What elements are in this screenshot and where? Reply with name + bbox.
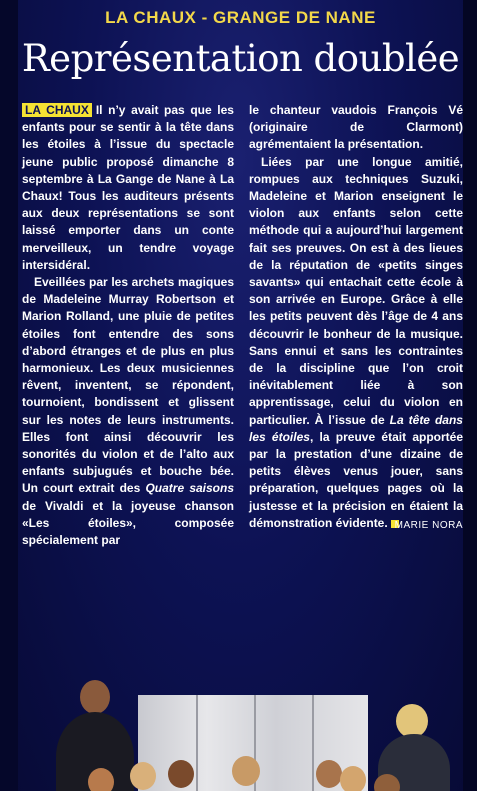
- teacher-left-head: [80, 680, 110, 714]
- child-head: [316, 760, 342, 788]
- left-margin-strip: [0, 0, 18, 791]
- paragraph-musicians: [22, 274, 234, 549]
- place-tag: LA CHAUX: [22, 103, 92, 117]
- article-photo: [18, 600, 463, 791]
- paragraph-suzuki: [249, 154, 463, 532]
- paragraph-suzuki-text-b: , la preuve était apportée par la prestation d’une dizaine de petits élèves venus jouer, sans préparation, quelques pages où la justesse et la précision en étaient la démonstration évidente.: [249, 429, 463, 530]
- child-head: [232, 756, 260, 786]
- paragraph-musicians-text-b: de Vivaldi et la joyeuse chanson «Les étoiles», composée spécialement par: [22, 498, 234, 548]
- article-headline: Représentation doublée: [21, 37, 460, 80]
- child-head: [130, 762, 156, 790]
- child-head: [168, 760, 194, 788]
- right-margin-strip: [463, 0, 477, 791]
- article-kicker: LA CHAUX - GRANGE DE NANE: [105, 8, 376, 27]
- paragraph-intro: [22, 102, 234, 274]
- teacher-right-head: [396, 704, 428, 738]
- work-title-quatre-saisons: Quatre saisons: [145, 481, 235, 496]
- show-title: La tête dans les étoiles: [249, 412, 463, 444]
- paragraph-musicians-text-a: Eveillées par les archets magiques de Madeleine Murray Robertson et Marion Rolland, une pluie de petites étoiles font entendre des sons d’abord étranges et de plus en plus harmonieux. Les deux musiciennes rêvent, inventent, se répondent, tournoient, bondissent et glissent sur les notes de leurs instruments. Elles font ainsi découvrir les sonorités du violon et de l’alto aux enfants subjugués et bouche bée. Un court extrait des: [22, 275, 234, 496]
- paragraph-intro-text: Il n’y avait pas que les enfants pour se sentir à la tête dans les étoiles à l’issue du spectacle jeune public proposé dimanche 8 septembre à La Gange de Nane à La Chaux! Tous les auditeurs présents aux deux représentations se sont laissé emporter dans un conte merveilleux, un tendre voyage intersidéral.: [22, 103, 234, 272]
- child-head: [88, 768, 114, 791]
- child-head: [340, 766, 366, 791]
- article-column-left: [22, 102, 234, 549]
- article-column-right: [249, 102, 463, 534]
- author-signature: MARIE NORA: [394, 520, 463, 532]
- paragraph-suzuki-text-a: Liées par une longue amitié, rompues aux techniques Suzuki, Madeleine et Marion enseignent le violon aux enfants selon cette méthode qui a aujourd’hui largement fait ses preuves. On est à des lieues de la réputation de «petits singes savants» qui entachait cette école à son arrivée en Europe. Grâce à elle les petits peuvent dès l’âge de 4 ans découvrir le bonheur de la musique. Sans ennui et sans les contraintes de la discipline que l’on croit inévitablement liée à son apprentissage, celui du violon en particulier. À l’issue de: [249, 154, 463, 427]
- paragraph-continued: le chanteur vaudois François Vé (originaire de Clarmont) agrémentaient la présentation.: [249, 103, 463, 152]
